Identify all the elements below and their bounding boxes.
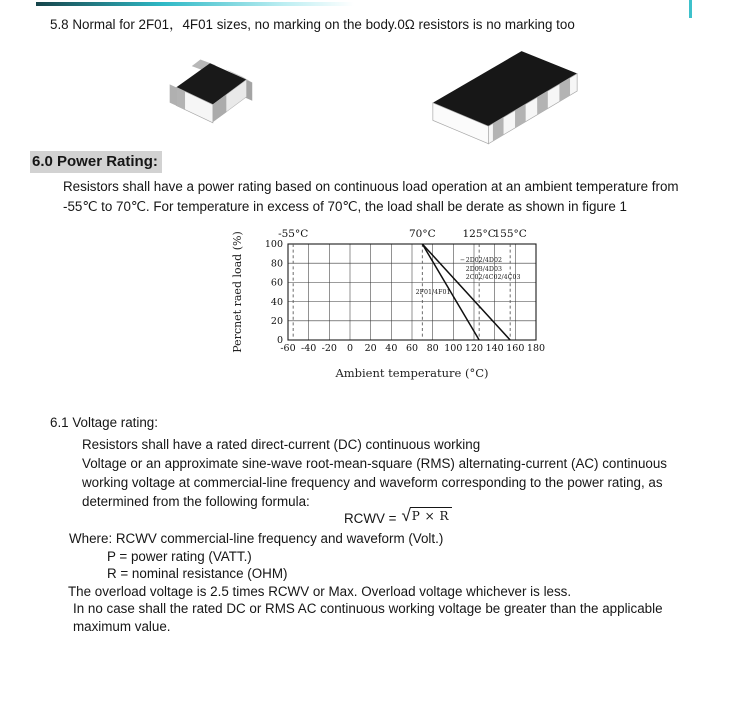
svg-text:2C02/4C02/4C03: 2C02/4C02/4C03 bbox=[465, 274, 521, 282]
section-6-1-paragraph bbox=[82, 435, 667, 511]
paragraph-line: Resistors shall have a rated direct-current (DC) continuous working bbox=[82, 437, 481, 452]
formula-radical bbox=[401, 507, 452, 524]
chip-resistor-2f01-image bbox=[162, 55, 258, 133]
paragraph-line: -55℃ to 70℃. For temperature in excess of 70℃, the load shall be derate as shown in figure 1 bbox=[63, 198, 627, 214]
svg-text:60: 60 bbox=[405, 343, 419, 354]
where-line: Where: RCWV commercial-line frequency and waveform (Volt.) bbox=[69, 531, 444, 546]
formula-radicand: P × R bbox=[410, 507, 452, 523]
svg-text:100: 100 bbox=[444, 343, 463, 354]
formula-definitions bbox=[0, 530, 745, 635]
svg-text:80: 80 bbox=[426, 343, 439, 354]
where-line: P = power rating (VATT.) bbox=[107, 548, 252, 564]
section-6-0-paragraph bbox=[63, 177, 679, 216]
svg-text:20: 20 bbox=[270, 316, 283, 327]
svg-text:Ambient temperature (°C): Ambient temperature (°C) bbox=[335, 366, 489, 380]
paragraph-line: Resistors shall have a power rating based on continuous load operation at an ambient temperature from bbox=[63, 179, 679, 194]
figure-derating-chart bbox=[224, 222, 556, 394]
sqrt-symbol: √ bbox=[401, 506, 411, 525]
svg-text:100: 100 bbox=[264, 239, 283, 251]
svg-text:140: 140 bbox=[485, 343, 504, 354]
closing-line: maximum value. bbox=[73, 618, 171, 634]
svg-text:80: 80 bbox=[270, 258, 283, 270]
top-gradient-rule bbox=[36, 2, 354, 6]
formula-lhs: RCWV = bbox=[344, 511, 397, 526]
svg-text:-40: -40 bbox=[301, 343, 317, 354]
rcwv-formula bbox=[344, 507, 452, 526]
svg-text:-60: -60 bbox=[280, 343, 296, 354]
svg-text:-20: -20 bbox=[321, 343, 337, 354]
paragraph-line: working voltage at commercial-line frequency and waveform corresponding to the power rating, as bbox=[82, 475, 663, 490]
svg-text:60: 60 bbox=[270, 277, 283, 289]
section-5-8-text: 5.8 Normal for 2F01，4F01 sizes, no marking on the body.0Ω resistors is no marking too bbox=[50, 17, 575, 32]
svg-text:0: 0 bbox=[346, 343, 354, 354]
svg-text:2F01/4F01: 2F01/4F01 bbox=[415, 288, 451, 296]
svg-text:2D03/4D03: 2D03/4D03 bbox=[465, 265, 502, 273]
where-line: R = nominal resistance (OHM) bbox=[107, 566, 288, 581]
svg-text:0: 0 bbox=[276, 335, 283, 347]
svg-text:Percnet raed load (%): Percnet raed load (%) bbox=[231, 231, 244, 353]
svg-text:120: 120 bbox=[464, 343, 484, 354]
paragraph-line: Voltage or an approximate sine-wave root-mean-square (RMS) alternating-current (AC) continuous bbox=[82, 456, 667, 471]
svg-text:70°C: 70°C bbox=[409, 228, 436, 240]
svg-text:40: 40 bbox=[270, 296, 283, 308]
svg-text:180: 180 bbox=[526, 343, 546, 354]
svg-text:20: 20 bbox=[364, 343, 377, 354]
svg-text:-55°C: -55°C bbox=[278, 228, 309, 240]
svg-text:2D02/4D02: 2D02/4D02 bbox=[465, 257, 502, 265]
svg-text:125°C: 125°C bbox=[462, 228, 496, 240]
closing-line: The overload voltage is 2.5 times RCWV or Max. Overload voltage whichever is less. bbox=[68, 583, 572, 599]
section-6-1-heading: 6.1 Voltage rating: bbox=[50, 415, 158, 430]
chip-resistor-array-4f01-image bbox=[427, 42, 583, 148]
svg-text:160: 160 bbox=[506, 343, 525, 354]
svg-text:40: 40 bbox=[385, 343, 398, 354]
closing-line: In no case shall the rated DC or RMS AC continuous working voltage be greater than the applicable bbox=[73, 601, 663, 616]
paragraph-line: determined from the following formula: bbox=[82, 494, 310, 509]
page-edge-teal-mark bbox=[689, 0, 692, 18]
section-6-0-heading: 6.0 Power Rating: bbox=[30, 151, 162, 173]
derating-chart-svg bbox=[224, 222, 556, 394]
svg-text:155°C: 155°C bbox=[493, 228, 527, 240]
